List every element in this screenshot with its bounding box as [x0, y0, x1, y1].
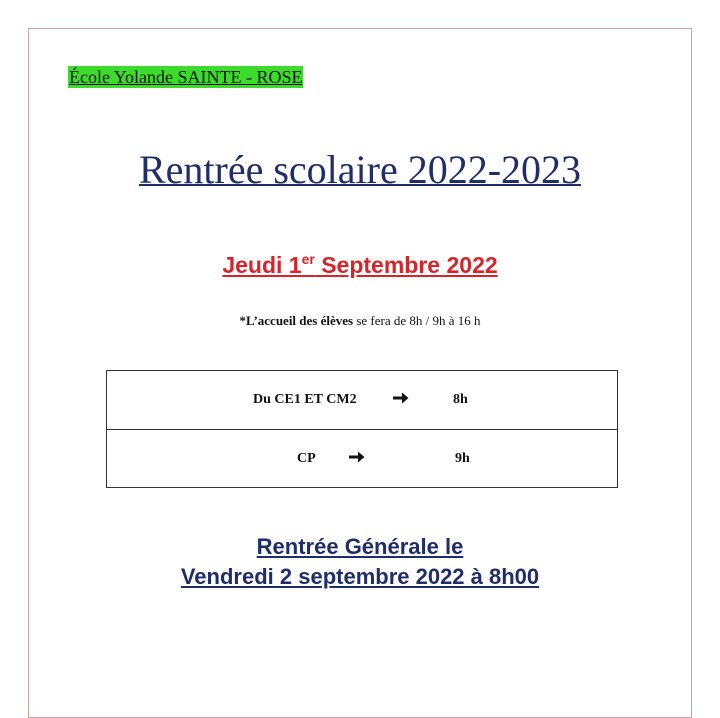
general-start-notice	[0, 532, 720, 592]
arrow-right-icon	[349, 450, 365, 470]
schedule-row	[107, 371, 617, 429]
document-title: Rentrée scolaire 2022-2023	[138, 147, 582, 192]
general-start-line1: Rentrée Générale le	[256, 534, 464, 559]
school-name: École Yolande SAINTE - ROSE	[69, 67, 303, 87]
arrow-right-icon	[393, 391, 409, 411]
date-superscript: er	[301, 251, 315, 267]
schedule-row-time: 8h	[453, 392, 468, 407]
schedule-table	[106, 370, 618, 488]
schedule-row-time: 9h	[455, 451, 470, 466]
general-start-line2: Vendredi 2 septembre 2022 à 8h00	[180, 564, 540, 589]
start-date	[0, 250, 720, 280]
date-prefix: Jeudi 1	[222, 252, 302, 278]
date-suffix: Septembre 2022	[314, 252, 498, 278]
welcome-note-rest: se fera de 8h / 9h à 16 h	[353, 313, 481, 328]
schedule-row	[107, 429, 617, 487]
welcome-note	[0, 312, 720, 330]
schedule-row-label: Du CE1 ET CM2	[253, 392, 357, 407]
schedule-row-label: CP	[297, 451, 316, 466]
welcome-note-bold: *L’accueil des élèves	[239, 313, 354, 328]
